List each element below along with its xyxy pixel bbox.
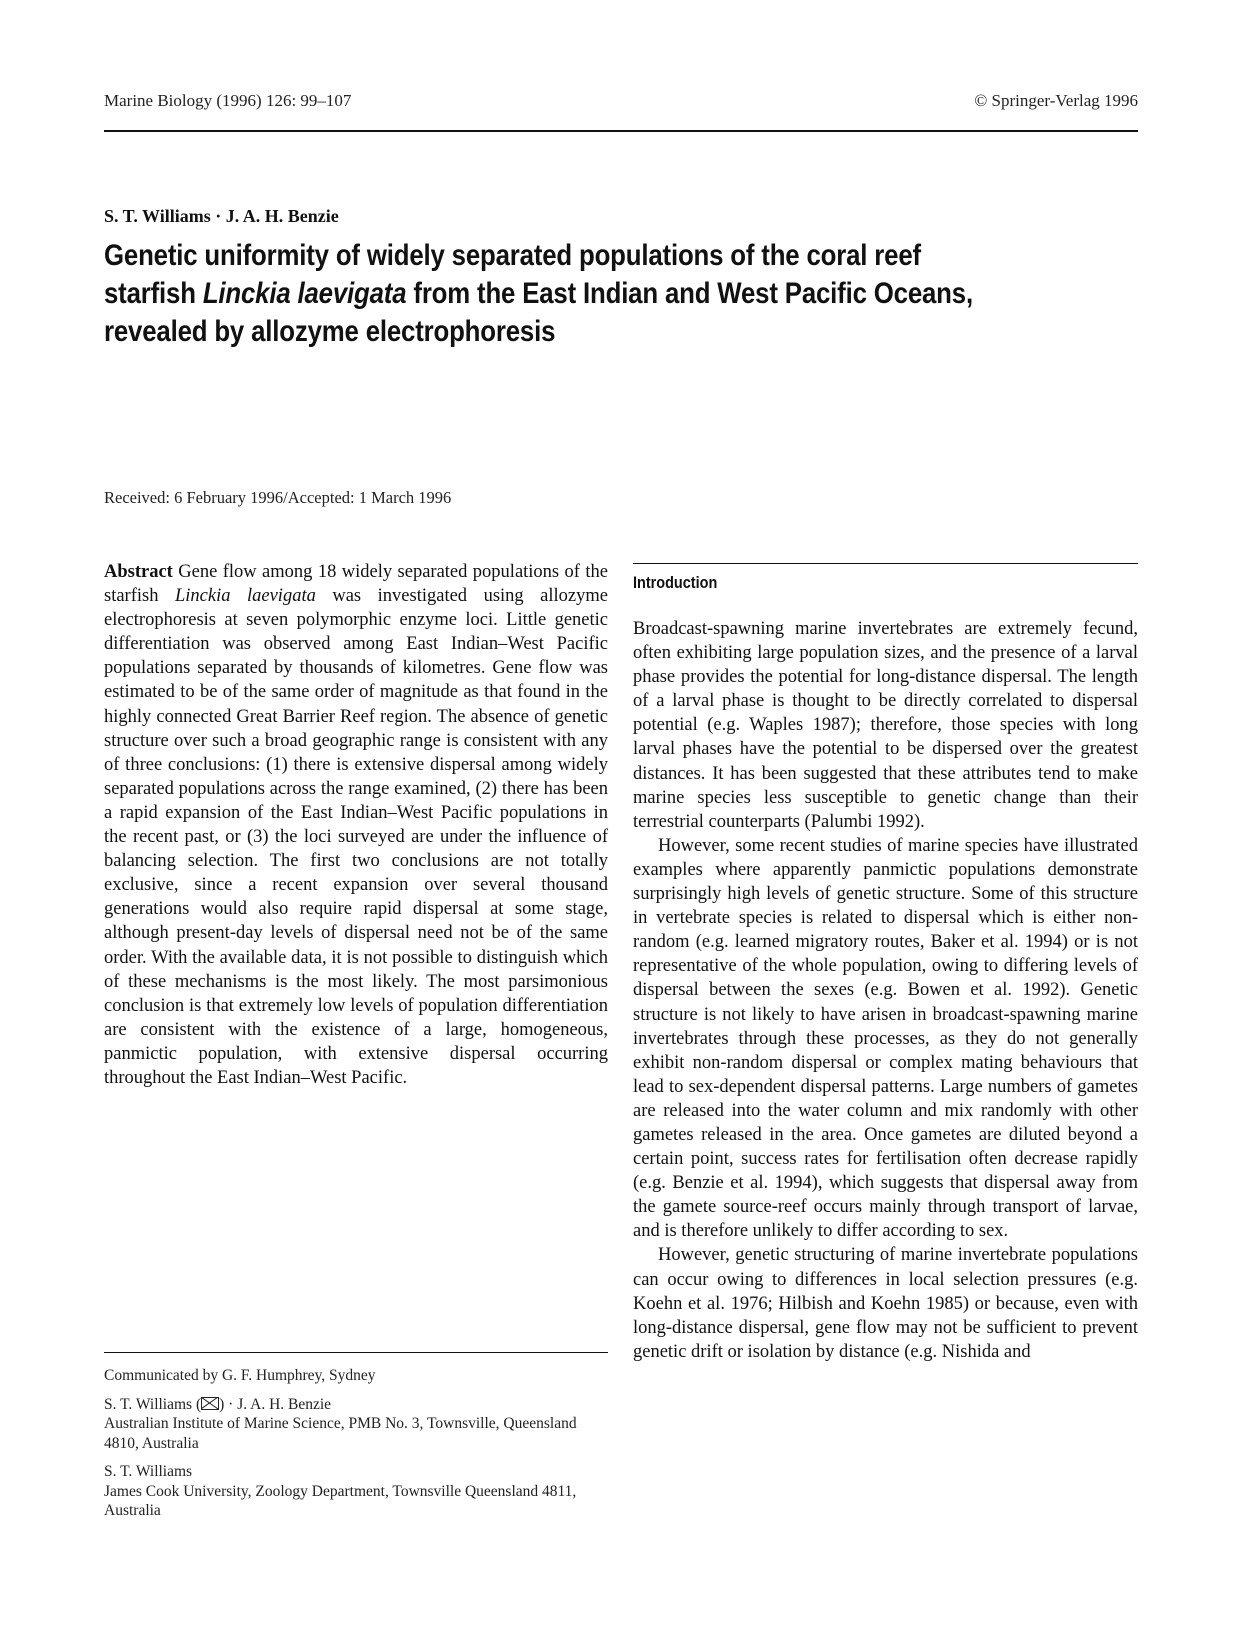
affiliation-1 bbox=[104, 1395, 608, 1454]
author-correspondence-2: ) · J. A. H. Benzie bbox=[219, 1395, 332, 1413]
affiliation-2-address: James Cook University, Zoology Department, Townsville Queensland 4811, Australia bbox=[104, 1482, 577, 1519]
introduction-paragraph-1: Broadcast-spawning marine invertebrates are extremely fecund, often exhibiting large population sizes, and the presence of a larval phase provides the potential for long-distance dispersal. The length of a larval phase is thought to be directly correlated to dispersal potential (e.g. Waples 1987); therefore, those species with long larval phases have the potential to be dispersed over the greatest distances. It has been suggested that these attributes tend to make marine species less susceptible to genetic change than their terrestrial counterparts (Palumbi 1992). bbox=[633, 619, 1138, 832]
abstract-text-1: Gene flow among 18 widely separated populations of the starfish bbox=[104, 562, 608, 607]
journal-citation: Marine Biology (1996) 126: 99–107 bbox=[104, 91, 352, 110]
abstract-species: Linckia laevigata bbox=[174, 586, 316, 607]
affiliation-2 bbox=[104, 1462, 608, 1521]
envelope-icon bbox=[201, 1397, 219, 1410]
affiliation-2-author: S. T. Williams bbox=[104, 1463, 193, 1480]
title-text-1: Genetic uniformity of widely separated populations of the coral reef starfish bbox=[104, 239, 921, 310]
author-correspondence-1: S. T. Williams ( bbox=[104, 1395, 202, 1413]
introduction-body bbox=[633, 617, 1138, 1364]
abstract-label: Abstract bbox=[104, 562, 173, 582]
introduction-heading: Introduction bbox=[633, 573, 718, 592]
publisher-copyright: © Springer-Verlag 1996 bbox=[974, 91, 1138, 110]
title-species: Linckia laevigata bbox=[202, 277, 407, 310]
abstract bbox=[104, 560, 608, 1090]
communicated-by: Communicated by G. F. Humphrey, Sydney bbox=[104, 1367, 376, 1384]
title-text-2: from the East Indian and West Pacific Oceans, revealed by allozyme electrophoresis bbox=[104, 277, 973, 348]
abstract-text-2: was investigated using allozyme electrophoresis at seven polymorphic enzyme loci. Little genetic differentiation was observed among East Indian–West Pacific populations separated by thousands of kilometres. Gene flow was estimated to be of the same order of magnitude as that found in the highly connected Great Barrier Reef region. The absence of genetic structure over such a broad geographic range is consistent with any of three conclusions: (1) there is extensive dispersal among widely separated populations across the range examined, (2) there has been a rapid expansion of the East Indian–West Pacific populations in the recent past, or (3) the loci surveyed are under the influence of balancing selection. The first two conclusions are not totally exclusive, since a recent expansion over several thousand generations would also require rapid dispersal at some stage, although present-day levels of dispersal need not be of the same order. With the available data, it is not possible to distinguish which of these mechanisms is the most likely. The most parsimonious conclusion is that extremely low levels of population differentiation are consistent with the existence of a large, homogeneous, panmictic population, with extensive dispersal occurring throughout the East Indian–West Pacific. bbox=[104, 586, 608, 1088]
article-title bbox=[104, 237, 998, 351]
affiliation-1-address: Australian Institute of Marine Science, PMB No. 3, Townsville, Queensland 4810, Australia bbox=[104, 1415, 577, 1452]
introduction-divider bbox=[633, 563, 1138, 564]
footnotes bbox=[104, 1366, 608, 1530]
footnote-divider bbox=[104, 1352, 608, 1353]
introduction-paragraph-3: However, genetic structuring of marine invertebrate populations can occur owing to differences in local selection pressures (e.g. Koehn et al. 1976; Hilbish and Koehn 1985) or because, even with long-distance dispersal, gene flow may not be sufficient to prevent genetic drift or isolation by distance (e.g. Nishida and bbox=[633, 1245, 1138, 1362]
header-divider bbox=[104, 130, 1138, 132]
author-line: S. T. Williams · J. A. H. Benzie bbox=[104, 206, 339, 226]
received-dates: Received: 6 February 1996/Accepted: 1 March 1996 bbox=[104, 488, 452, 507]
introduction-paragraph-2: However, some recent studies of marine species have illustrated examples where apparently panmictic populations demonstrate surprisingly high levels of genetic structure. Some of this structure in vertebrate species is related to dispersal which is either non-random (e.g. learned migratory routes, Baker et al. 1994) or is not representative of the whole population, owing to differing levels of dispersal between the sexes (e.g. Bowen et al. 1992). Genetic structure is not likely to have arisen in broadcast-spawning marine invertebrates through these processes, as they do not generally exhibit non-random dispersal or complex mating behaviours that lead to sex-dependent dispersal patterns. Large numbers of gametes are released into the water column and mix randomly with other gametes released in the area. Once gametes are diluted beyond a certain point, success rates for fertilisation often decrease rapidly (e.g. Benzie et al. 1994), which suggests that dispersal away from the gamete source-reef occurs mainly through transport of larvae, and is therefore unlikely to differ according to sex. bbox=[633, 835, 1138, 1242]
